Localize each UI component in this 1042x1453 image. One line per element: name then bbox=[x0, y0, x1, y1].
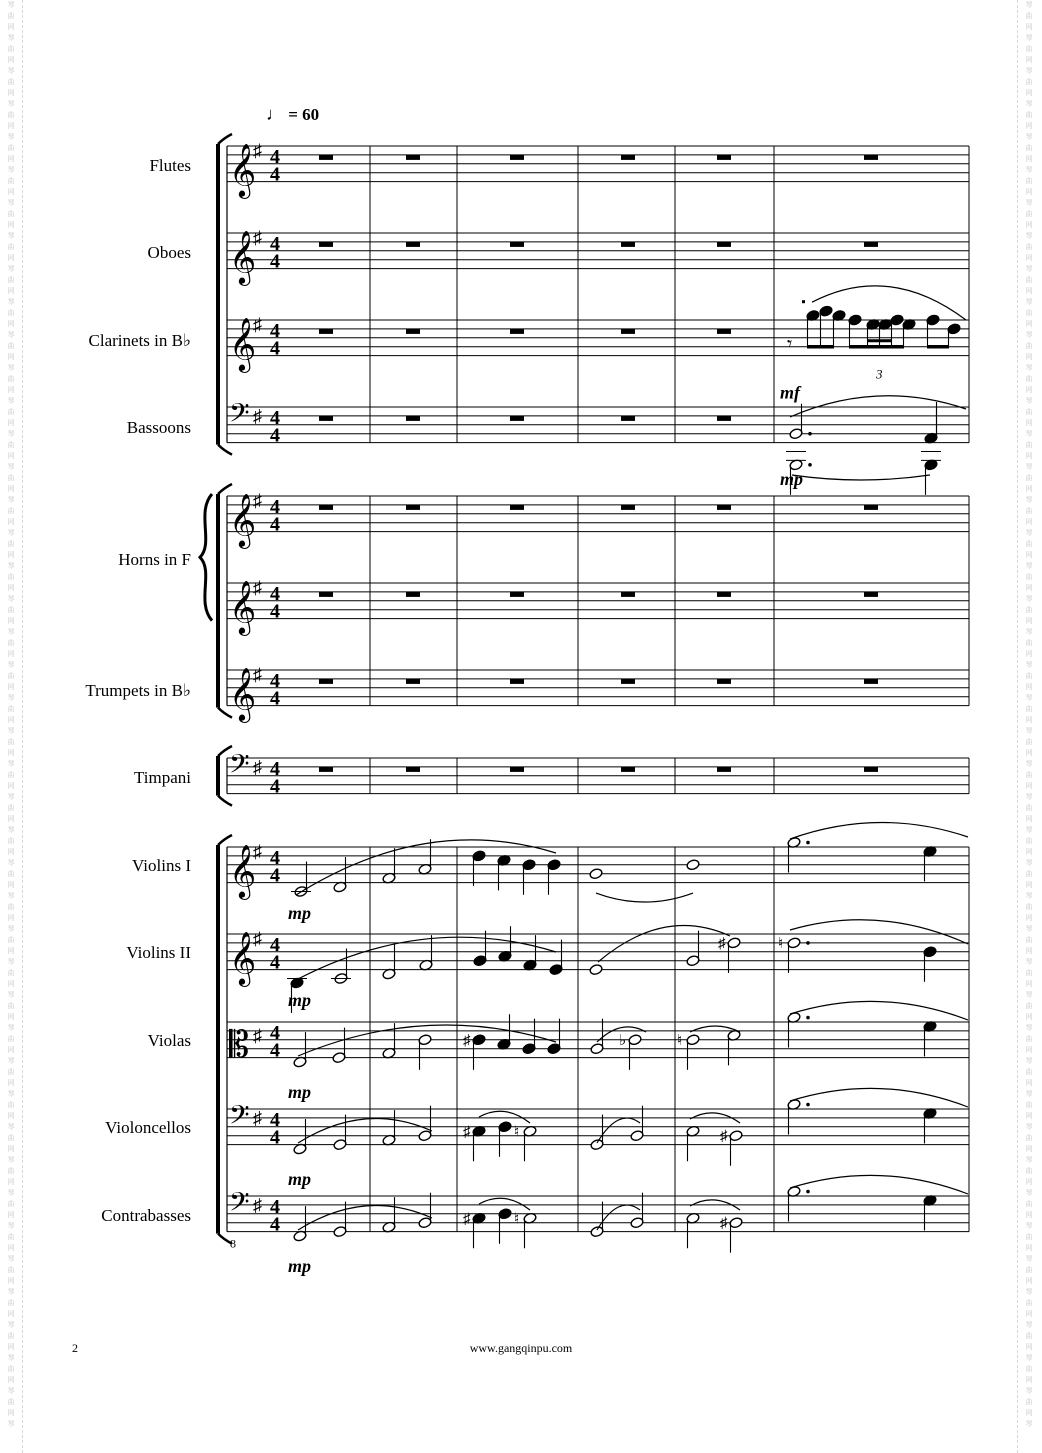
bracket bbox=[216, 144, 220, 445]
natural-accidental-icon: ♮ bbox=[677, 1032, 683, 1049]
instrument-name: Violins I bbox=[132, 856, 191, 875]
instrument-name: Bassoons bbox=[126, 418, 191, 437]
sharp-icon: ♯ bbox=[253, 577, 262, 598]
whole-rest bbox=[717, 767, 731, 772]
time-signature-top: 4 bbox=[270, 846, 280, 869]
bracket bbox=[216, 494, 220, 708]
slur bbox=[479, 1198, 530, 1210]
whole-rest bbox=[864, 155, 878, 160]
time-signature-bottom: 4 bbox=[270, 951, 280, 974]
whole-rest bbox=[717, 679, 731, 684]
bracket bbox=[216, 845, 220, 1234]
octave-marking: 8 bbox=[230, 1236, 236, 1251]
time-signature-top: 4 bbox=[270, 1195, 280, 1218]
time-signature-top: 4 bbox=[270, 232, 280, 255]
time-signature-bottom: 4 bbox=[270, 600, 280, 623]
augmentation-dot bbox=[808, 463, 812, 467]
time-signature-top: 4 bbox=[270, 669, 280, 692]
time-signature-top: 4 bbox=[270, 933, 280, 956]
sharp-icon: ♯ bbox=[253, 490, 262, 511]
whole-rest bbox=[717, 329, 731, 334]
whole-rest bbox=[510, 242, 524, 247]
flat-accidental-icon: ♭ bbox=[619, 1032, 627, 1049]
slur bbox=[790, 1001, 968, 1020]
whole-rest bbox=[510, 329, 524, 334]
whole-rest bbox=[717, 155, 731, 160]
augmentation-dot bbox=[808, 432, 812, 436]
page-number: 2 bbox=[72, 1341, 78, 1355]
instrument-name: Violoncellos bbox=[105, 1118, 191, 1137]
staff bbox=[227, 227, 969, 285]
bracket bbox=[216, 756, 220, 796]
time-signature-top: 4 bbox=[270, 495, 280, 518]
slur bbox=[790, 1175, 968, 1194]
treble-clef-icon: 𝄞 bbox=[229, 932, 257, 984]
dynamic-marking: mp bbox=[288, 1169, 312, 1189]
staff bbox=[227, 490, 969, 548]
tuplet-label: 3 bbox=[876, 366, 883, 382]
sharp-accidental-icon: ♯ bbox=[463, 1124, 471, 1141]
instrument-name: Timpani bbox=[133, 768, 191, 787]
time-signature-top: 4 bbox=[270, 757, 280, 780]
whole-rest bbox=[864, 679, 878, 684]
sharp-icon: ♯ bbox=[253, 664, 262, 685]
time-signature-bottom: 4 bbox=[270, 864, 280, 887]
footer-url: www.gangqinpu.com bbox=[469, 1341, 573, 1355]
whole-rest bbox=[510, 155, 524, 160]
time-signature-bottom: 4 bbox=[270, 1213, 280, 1236]
augmentation-dot bbox=[806, 941, 810, 945]
whole-rest bbox=[864, 767, 878, 772]
staff bbox=[227, 398, 969, 447]
bracket-hook-bottom bbox=[218, 796, 232, 806]
time-signature-bottom: 4 bbox=[270, 337, 280, 360]
dynamic-marking: mp bbox=[288, 1256, 312, 1276]
slur bbox=[598, 926, 730, 962]
bass-clef-icon: 𝄢 bbox=[229, 1186, 250, 1223]
whole-rest bbox=[864, 505, 878, 510]
instrument-name: Violins II bbox=[126, 943, 191, 962]
time-signature-top: 4 bbox=[270, 582, 280, 605]
sharp-icon: ♯ bbox=[253, 1194, 262, 1215]
sharp-icon: ♯ bbox=[253, 227, 262, 248]
time-signature-bottom: 4 bbox=[270, 250, 280, 273]
slur bbox=[792, 475, 930, 480]
dynamic-marking: mf bbox=[780, 382, 800, 403]
whole-rest bbox=[406, 679, 420, 684]
bass-clef-icon: 𝄢 bbox=[229, 1099, 250, 1136]
sharp-icon: ♯ bbox=[253, 1025, 262, 1046]
augmentation-dot bbox=[806, 1190, 810, 1194]
whole-rest bbox=[621, 416, 635, 421]
bracket-hook-top bbox=[218, 134, 232, 144]
time-signature-bottom: 4 bbox=[270, 775, 280, 798]
whole-rest bbox=[406, 592, 420, 597]
whole-rest bbox=[510, 592, 524, 597]
staff bbox=[227, 664, 969, 722]
time-signature-bottom: 4 bbox=[270, 424, 280, 447]
staff bbox=[227, 749, 969, 798]
bracket-hook-top bbox=[218, 835, 232, 845]
natural-accidental-icon: ♮ bbox=[778, 935, 784, 952]
time-signature-bottom: 4 bbox=[270, 1039, 280, 1062]
instrument-name: Trumpets in B♭ bbox=[85, 681, 191, 700]
whole-rest bbox=[406, 242, 420, 247]
right-watermark: 琴 曲 网 琴 曲 网 琴 曲 网 琴 曲 网 琴 曲 网 琴 曲 网 琴 曲 网 琴 曲 网 琴 曲 网 琴 曲 网 琴 曲 网 琴 曲 网 琴 曲 网 琴 曲 网 琴 曲 网 琴 曲 网 琴 曲 网 琴 曲 网 琴 曲 网 琴 曲 网 琴 曲 网 琴 曲 网 琴 曲 网 琴 曲 网 琴 曲 网 琴 曲 网 琴 曲 网 琴 曲 网 琴 曲 网 琴 曲 网 琴 曲 网 琴 曲 网 琴 曲 网 琴 曲 网 琴 曲 网 琴 曲 网 琴 曲 网 琴 曲 网 琴 曲 网 琴 曲 网 琴 曲 网 琴 曲 网 琴 曲 网 琴 bbox=[1025, 1, 1033, 1428]
whole-rest bbox=[406, 767, 420, 772]
whole-rest bbox=[510, 679, 524, 684]
bracket-hook-bottom bbox=[218, 445, 232, 455]
whole-rest bbox=[319, 155, 333, 160]
slur bbox=[596, 893, 693, 902]
whole-rest bbox=[406, 329, 420, 334]
slur bbox=[790, 822, 968, 839]
time-signature-top: 4 bbox=[270, 145, 280, 168]
time-signature-top: 4 bbox=[270, 319, 280, 342]
sharp-accidental-icon: ♯ bbox=[463, 1211, 471, 1228]
slur bbox=[790, 396, 966, 417]
whole-rest bbox=[319, 505, 333, 510]
time-signature-bottom: 4 bbox=[270, 687, 280, 710]
left-watermark: 琴 曲 网 琴 曲 网 琴 曲 网 琴 曲 网 琴 曲 网 琴 曲 网 琴 曲 网 琴 曲 网 琴 曲 网 琴 曲 网 琴 曲 网 琴 曲 网 琴 曲 网 琴 曲 网 琴 曲 网 琴 曲 网 琴 曲 网 琴 曲 网 琴 曲 网 琴 曲 网 琴 曲 网 琴 曲 网 琴 曲 网 琴 曲 网 琴 曲 网 琴 曲 网 琴 曲 网 琴 曲 网 琴 曲 网 琴 曲 网 琴 曲 网 琴 曲 网 琴 曲 网 琴 曲 网 琴 曲 网 琴 曲 网 琴 曲 网 琴 曲 网 琴 曲 网 琴 曲 网 琴 曲 网 琴 曲 网 琴 曲 网 琴 bbox=[7, 1, 15, 1428]
whole-rest bbox=[621, 767, 635, 772]
treble-clef-icon: 𝄞 bbox=[229, 318, 257, 370]
treble-clef-icon: 𝄞 bbox=[229, 581, 257, 633]
sharp-icon: ♯ bbox=[253, 140, 262, 161]
slur bbox=[790, 1088, 968, 1107]
whole-rest bbox=[406, 416, 420, 421]
whole-rest bbox=[717, 505, 731, 510]
time-signature-bottom: 4 bbox=[270, 1126, 280, 1149]
treble-clef-icon: 𝄞 bbox=[229, 144, 257, 196]
whole-rest bbox=[319, 242, 333, 247]
notehead bbox=[686, 859, 700, 871]
whole-rest bbox=[319, 329, 333, 334]
whole-rest bbox=[621, 242, 635, 247]
augmentation-dot bbox=[806, 1103, 810, 1107]
whole-rest bbox=[621, 329, 635, 334]
horn-brace bbox=[200, 494, 212, 621]
sharp-icon: ♯ bbox=[253, 841, 262, 862]
sharp-icon: ♯ bbox=[253, 1107, 262, 1128]
sharp-accidental-icon: ♯ bbox=[720, 1128, 728, 1145]
natural-accidental-icon: ♮ bbox=[514, 1124, 520, 1141]
dynamic-marking: mp bbox=[288, 903, 312, 923]
bass-clef-icon: 𝄢 bbox=[229, 748, 250, 785]
slur bbox=[298, 1206, 432, 1231]
whole-rest bbox=[864, 592, 878, 597]
bass-clef-icon: 𝄢 bbox=[229, 397, 250, 434]
slur bbox=[298, 1119, 432, 1144]
slur bbox=[790, 920, 968, 944]
whole-rest bbox=[621, 679, 635, 684]
staff-systems bbox=[200, 134, 969, 1244]
whole-rest bbox=[406, 155, 420, 160]
time-signature-bottom: 4 bbox=[270, 513, 280, 536]
whole-rest bbox=[319, 767, 333, 772]
notehead bbox=[589, 868, 603, 880]
whole-rest bbox=[510, 767, 524, 772]
whole-rest bbox=[864, 242, 878, 247]
instrument-name: Clarinets in B♭ bbox=[88, 331, 191, 350]
treble-clef-icon: 𝄞 bbox=[229, 668, 257, 720]
quarter-note-icon: ♩ bbox=[266, 104, 284, 124]
whole-rest bbox=[621, 155, 635, 160]
augmentation-dot bbox=[806, 841, 810, 845]
augmentation-dot bbox=[806, 1016, 810, 1020]
instrument-names bbox=[85, 156, 191, 1225]
time-signature-top: 4 bbox=[270, 1021, 280, 1044]
whole-rest bbox=[319, 679, 333, 684]
dynamic-marking: mp bbox=[780, 469, 804, 489]
sharp-accidental-icon: ♯ bbox=[718, 935, 726, 952]
tempo-value: = 60 bbox=[288, 105, 320, 124]
whole-rest bbox=[319, 416, 333, 421]
sharp-icon: ♯ bbox=[253, 405, 262, 426]
grace-mark bbox=[802, 300, 805, 303]
instrument-name: Horns in F bbox=[118, 550, 191, 569]
slur bbox=[479, 1111, 530, 1123]
treble-clef-icon: 𝄞 bbox=[229, 845, 257, 897]
whole-rest bbox=[510, 416, 524, 421]
staff bbox=[227, 577, 969, 635]
bracket-hook-top bbox=[218, 484, 232, 494]
whole-rest bbox=[406, 505, 420, 510]
whole-rest bbox=[319, 592, 333, 597]
instrument-name: Flutes bbox=[149, 156, 191, 175]
sharp-icon: ♯ bbox=[253, 756, 262, 777]
music-notation bbox=[230, 155, 968, 1276]
whole-rest bbox=[621, 505, 635, 510]
instrument-name: Contrabasses bbox=[101, 1206, 191, 1225]
eighth-rest-icon: 𝄾 bbox=[787, 333, 793, 356]
whole-rest bbox=[621, 592, 635, 597]
time-signature-top: 4 bbox=[270, 1108, 280, 1131]
dynamic-marking: mp bbox=[288, 1082, 312, 1102]
instrument-name: Violas bbox=[147, 1031, 191, 1050]
whole-rest bbox=[717, 592, 731, 597]
sharp-accidental-icon: ♯ bbox=[463, 1032, 471, 1049]
whole-rest bbox=[717, 242, 731, 247]
notehead bbox=[589, 964, 603, 976]
dynamic-marking: mp bbox=[288, 990, 312, 1010]
treble-clef-icon: 𝄞 bbox=[229, 494, 257, 546]
sharp-icon: ♯ bbox=[253, 928, 262, 949]
instrument-name: Oboes bbox=[147, 243, 191, 262]
staff bbox=[227, 140, 969, 198]
alto-clef-icon: 𝄡 bbox=[229, 1024, 250, 1065]
whole-rest bbox=[510, 505, 524, 510]
time-signature-top: 4 bbox=[270, 406, 280, 429]
sharp-accidental-icon: ♯ bbox=[720, 1215, 728, 1232]
whole-rest bbox=[717, 416, 731, 421]
slur bbox=[296, 937, 556, 980]
natural-accidental-icon: ♮ bbox=[514, 1211, 520, 1228]
sharp-icon: ♯ bbox=[253, 314, 262, 335]
time-signature-bottom: 4 bbox=[270, 163, 280, 186]
treble-clef-icon: 𝄞 bbox=[229, 231, 257, 283]
